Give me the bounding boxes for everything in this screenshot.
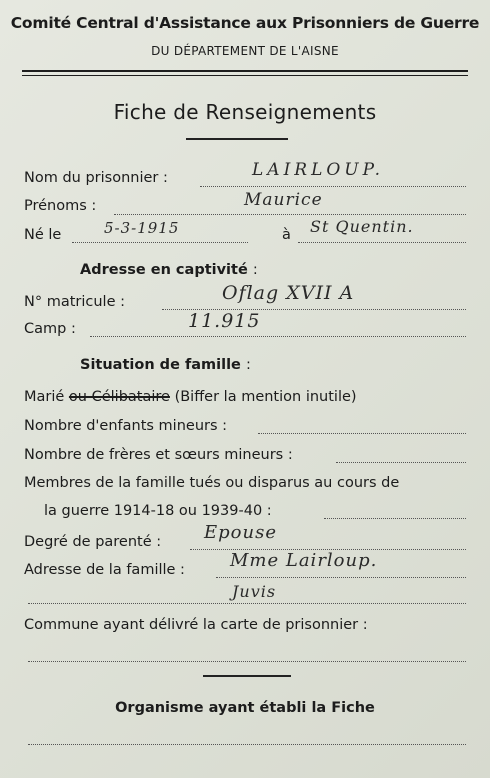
nom-value: LAIRLOUP. xyxy=(252,160,385,180)
organization-header: Comité Central d'Assistance aux Prisonniers de Guerre xyxy=(10,14,480,32)
biffer-note: (Biffer la mention inutile) xyxy=(174,389,357,405)
degre-value: Epouse xyxy=(204,522,277,543)
nom-label: Nom du prisonnier : xyxy=(24,170,168,186)
membres-dotted-line xyxy=(324,518,466,519)
famille-heading-colon: : xyxy=(246,357,251,373)
adresse-label: Adresse de la famille : xyxy=(24,562,185,578)
marie-label: Marié xyxy=(24,389,65,405)
famille-heading-row xyxy=(80,354,251,373)
a-label: à xyxy=(282,227,291,243)
captivite-heading-row xyxy=(80,259,258,278)
commune-dotted-line xyxy=(28,661,466,662)
matricule-label: N° matricule : xyxy=(24,294,125,310)
adresse-dotted-line-1 xyxy=(216,577,466,578)
captivite-heading-colon: : xyxy=(252,262,258,278)
adresse-dotted-line-2 xyxy=(28,603,466,604)
marie-row xyxy=(24,389,357,405)
prenoms-label: Prénoms : xyxy=(24,198,97,214)
enfants-label: Nombre d'enfants mineurs : xyxy=(24,418,228,434)
adresse-value-1: Mme Lairloup. xyxy=(230,550,378,571)
famille-heading: Situation de famille xyxy=(80,357,241,373)
header-rule-top xyxy=(22,70,468,72)
organisme-dotted-line xyxy=(28,744,466,745)
camp-value: 11.915 xyxy=(188,310,261,332)
department-header: DU DÉPARTEMENT DE L'AISNE xyxy=(151,44,339,58)
camp-dotted-line xyxy=(90,336,466,337)
freres-dotted-line xyxy=(336,462,466,463)
matricule-value: Oflag XVII A xyxy=(222,282,355,304)
prenoms-value: Maurice xyxy=(244,190,323,210)
membres-line1: Membres de la famille tués ou disparus au cours de xyxy=(24,475,400,491)
nom-dotted-line xyxy=(200,186,466,187)
ne-le-label: Né le xyxy=(24,227,62,243)
organisme-label: Organisme ayant établi la Fiche xyxy=(115,700,375,716)
freres-label: Nombre de frères et sœurs mineurs : xyxy=(24,447,293,463)
prenoms-dotted-line xyxy=(114,214,466,215)
camp-label: Camp : xyxy=(24,321,76,337)
section-divider xyxy=(203,675,291,677)
title-underline xyxy=(186,138,288,140)
header-rule-bottom xyxy=(22,75,468,76)
ne-le-dotted-line xyxy=(72,242,248,243)
commune-label: Commune ayant délivré la carte de prisonnier : xyxy=(24,617,368,633)
captivite-heading: Adresse en captivité xyxy=(80,262,248,278)
enfants-dotted-line xyxy=(258,433,466,434)
ne-le-value: 5-3-1915 xyxy=(104,219,180,237)
membres-line2: la guerre 1914-18 ou 1939-40 : xyxy=(44,503,272,519)
degre-label: Degré de parenté : xyxy=(24,534,162,550)
adresse-value-2: Juvis xyxy=(232,582,277,601)
a-value: St Quentin. xyxy=(310,217,414,236)
celibataire-struck: ou Célibataire xyxy=(68,389,170,405)
a-dotted-line xyxy=(298,242,466,243)
form-title: Fiche de Renseignements xyxy=(113,100,377,124)
